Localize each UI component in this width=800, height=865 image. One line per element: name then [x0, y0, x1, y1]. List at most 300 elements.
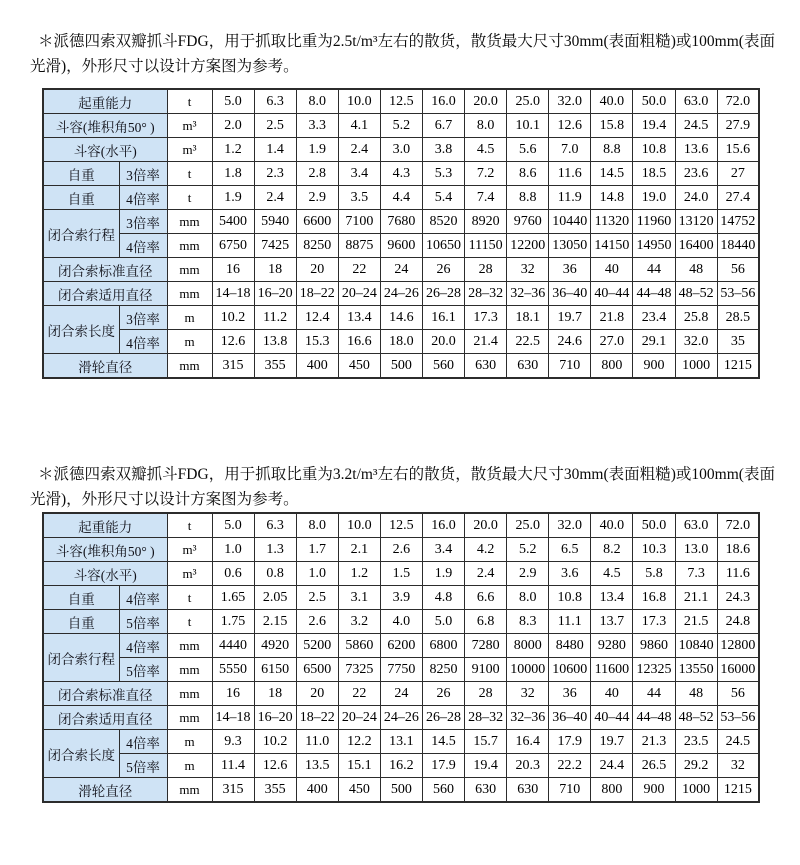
value-cell: 40–44 [591, 282, 633, 306]
value-cell: 18–22 [296, 706, 338, 730]
value-cell: 53–56 [717, 706, 759, 730]
value-cell: 11.1 [549, 610, 591, 634]
value-cell: 17.3 [465, 306, 507, 330]
value-cell: 23.6 [675, 162, 717, 186]
value-cell: 24.8 [717, 610, 759, 634]
value-cell: 5.2 [507, 538, 549, 562]
value-cell: 3.3 [296, 114, 338, 138]
value-cell: 21.8 [591, 306, 633, 330]
table-row [43, 306, 759, 330]
value-cell: 28 [465, 682, 507, 706]
value-cell: 4.5 [591, 562, 633, 586]
row-label: 闭合索适用直径 [43, 282, 167, 306]
value-cell: 18.6 [717, 538, 759, 562]
value-cell: 13550 [675, 658, 717, 682]
value-cell: 0.6 [212, 562, 254, 586]
value-cell: 10600 [549, 658, 591, 682]
value-cell: 28.5 [717, 306, 759, 330]
value-cell: 12.2 [338, 730, 380, 754]
spec-table-grab-2-5 [42, 88, 760, 379]
unit-cell: m [167, 730, 212, 754]
value-cell: 15.8 [591, 114, 633, 138]
value-cell: 9860 [633, 634, 675, 658]
value-cell: 3.5 [338, 186, 380, 210]
value-cell: 13.5 [296, 754, 338, 778]
value-cell: 6.5 [549, 538, 591, 562]
value-cell: 14752 [717, 210, 759, 234]
value-cell: 450 [338, 778, 380, 803]
value-cell: 710 [549, 778, 591, 803]
value-cell: 21.4 [465, 330, 507, 354]
value-cell: 450 [338, 354, 380, 379]
value-cell: 800 [591, 354, 633, 379]
value-cell: 13.0 [675, 538, 717, 562]
value-cell: 19.7 [549, 306, 591, 330]
value-cell: 15.3 [296, 330, 338, 354]
value-cell: 12800 [717, 634, 759, 658]
value-cell: 36 [549, 682, 591, 706]
value-cell: 32.0 [549, 513, 591, 538]
value-cell: 18440 [717, 234, 759, 258]
value-cell: 9600 [380, 234, 422, 258]
value-cell: 4.0 [380, 610, 422, 634]
value-cell: 19.0 [633, 186, 675, 210]
value-cell: 35 [717, 330, 759, 354]
value-cell: 32 [717, 754, 759, 778]
row-sublabel: 3倍率 [119, 162, 167, 186]
value-cell: 7.0 [549, 138, 591, 162]
value-cell: 24.5 [675, 114, 717, 138]
value-cell: 315 [212, 354, 254, 379]
value-cell: 25.0 [507, 513, 549, 538]
value-cell: 1.2 [212, 138, 254, 162]
value-cell: 12200 [507, 234, 549, 258]
value-cell: 2.6 [380, 538, 422, 562]
value-cell: 48 [675, 258, 717, 282]
value-cell: 315 [212, 778, 254, 803]
value-cell: 7425 [254, 234, 296, 258]
value-cell: 5.4 [422, 186, 464, 210]
value-cell: 16.0 [422, 513, 464, 538]
value-cell: 18–22 [296, 282, 338, 306]
value-cell: 3.9 [380, 586, 422, 610]
row-sublabel: 4倍率 [119, 234, 167, 258]
unit-cell: mm [167, 210, 212, 234]
value-cell: 10.1 [507, 114, 549, 138]
value-cell: 50.0 [633, 89, 675, 114]
unit-cell: t [167, 162, 212, 186]
value-cell: 6500 [296, 658, 338, 682]
value-cell: 6750 [212, 234, 254, 258]
value-cell: 5550 [212, 658, 254, 682]
value-cell: 20.0 [465, 89, 507, 114]
table-row [43, 210, 759, 234]
value-cell: 10.2 [212, 306, 254, 330]
value-cell: 3.4 [338, 162, 380, 186]
value-cell: 6600 [296, 210, 338, 234]
row-label: 滑轮直径 [43, 354, 167, 379]
row-label: 斗容(水平) [43, 138, 167, 162]
value-cell: 5.0 [212, 513, 254, 538]
row-label: 闭合索长度 [43, 730, 119, 778]
value-cell: 26.5 [633, 754, 675, 778]
value-cell: 4920 [254, 634, 296, 658]
value-cell: 11600 [591, 658, 633, 682]
value-cell: 14950 [633, 234, 675, 258]
value-cell: 27 [717, 162, 759, 186]
value-cell: 25.0 [507, 89, 549, 114]
value-cell: 40 [591, 682, 633, 706]
value-cell: 24.6 [549, 330, 591, 354]
row-label: 起重能力 [43, 89, 167, 114]
value-cell: 44 [633, 682, 675, 706]
value-cell: 56 [717, 682, 759, 706]
value-cell: 8.0 [296, 89, 338, 114]
value-cell: 3.2 [338, 610, 380, 634]
value-cell: 12.5 [380, 513, 422, 538]
value-cell: 13.6 [675, 138, 717, 162]
table-row [43, 258, 759, 282]
value-cell: 20–24 [338, 706, 380, 730]
value-cell: 24–26 [380, 706, 422, 730]
value-cell: 7750 [380, 658, 422, 682]
row-label: 自重 [43, 610, 119, 634]
row-label: 自重 [43, 186, 119, 210]
value-cell: 5400 [212, 210, 254, 234]
value-cell: 7325 [338, 658, 380, 682]
value-cell: 48–52 [675, 282, 717, 306]
table-row [43, 706, 759, 730]
value-cell: 1215 [717, 354, 759, 379]
unit-cell: mm [167, 282, 212, 306]
value-cell: 21.1 [675, 586, 717, 610]
value-cell: 500 [380, 354, 422, 379]
value-cell: 2.0 [212, 114, 254, 138]
unit-cell: m³ [167, 562, 212, 586]
value-cell: 1000 [675, 354, 717, 379]
value-cell: 12.4 [296, 306, 338, 330]
value-cell: 16–20 [254, 282, 296, 306]
value-cell: 11150 [465, 234, 507, 258]
value-cell: 5.3 [422, 162, 464, 186]
value-cell: 27.0 [591, 330, 633, 354]
row-sublabel: 4倍率 [119, 634, 167, 658]
table-row [43, 354, 759, 379]
intro-paragraph-grab-3-2: ＊派德四索双瓣抓斗FDG，用于抓取比重为3.2t/m³左右的散货，散货最大尺寸30mm(表面粗糙)或100mm(表面光滑)，外形尺寸以设计方案图为参考。 [30, 465, 775, 508]
value-cell: 15.7 [465, 730, 507, 754]
value-cell: 8.8 [591, 138, 633, 162]
row-label: 斗容(水平) [43, 562, 167, 586]
value-cell: 23.5 [675, 730, 717, 754]
value-cell: 630 [465, 354, 507, 379]
value-cell: 24 [380, 258, 422, 282]
value-cell: 24 [380, 682, 422, 706]
value-cell: 1.0 [296, 562, 338, 586]
value-cell: 500 [380, 778, 422, 803]
table-row [43, 538, 759, 562]
value-cell: 10440 [549, 210, 591, 234]
value-cell: 4.2 [465, 538, 507, 562]
value-cell: 13050 [549, 234, 591, 258]
row-label: 起重能力 [43, 513, 167, 538]
value-cell: 22.5 [507, 330, 549, 354]
value-cell: 16 [212, 258, 254, 282]
value-cell: 32 [507, 682, 549, 706]
value-cell: 2.9 [507, 562, 549, 586]
value-cell: 8250 [422, 658, 464, 682]
value-cell: 18.0 [380, 330, 422, 354]
table-row [43, 730, 759, 754]
value-cell: 9.3 [212, 730, 254, 754]
value-cell: 27.4 [717, 186, 759, 210]
table-row [43, 778, 759, 803]
value-cell: 19.4 [465, 754, 507, 778]
value-cell: 5.8 [633, 562, 675, 586]
unit-cell: m [167, 754, 212, 778]
value-cell: 400 [296, 778, 338, 803]
value-cell: 2.6 [296, 610, 338, 634]
unit-cell: mm [167, 706, 212, 730]
value-cell: 4.4 [380, 186, 422, 210]
value-cell: 0.8 [254, 562, 296, 586]
value-cell: 40.0 [591, 89, 633, 114]
value-cell: 15.6 [717, 138, 759, 162]
value-cell: 8250 [296, 234, 338, 258]
value-cell: 1.75 [212, 610, 254, 634]
value-cell: 24.4 [591, 754, 633, 778]
value-cell: 6.3 [254, 513, 296, 538]
value-cell: 5.6 [507, 138, 549, 162]
table-row [43, 562, 759, 586]
value-cell: 7.2 [465, 162, 507, 186]
value-cell: 21.3 [633, 730, 675, 754]
value-cell: 63.0 [675, 513, 717, 538]
value-cell: 10650 [422, 234, 464, 258]
value-cell: 1.7 [296, 538, 338, 562]
table-row [43, 330, 759, 354]
value-cell: 5.0 [212, 89, 254, 114]
value-cell: 11.6 [717, 562, 759, 586]
value-cell: 18.1 [507, 306, 549, 330]
value-cell: 17.9 [422, 754, 464, 778]
value-cell: 11.2 [254, 306, 296, 330]
value-cell: 20 [296, 258, 338, 282]
value-cell: 3.1 [338, 586, 380, 610]
value-cell: 26–28 [422, 282, 464, 306]
value-cell: 36 [549, 258, 591, 282]
value-cell: 1.2 [338, 562, 380, 586]
table-row [43, 186, 759, 210]
row-sublabel: 4倍率 [119, 730, 167, 754]
value-cell: 13.4 [338, 306, 380, 330]
value-cell: 4.8 [422, 586, 464, 610]
value-cell: 1.9 [422, 562, 464, 586]
value-cell: 7280 [465, 634, 507, 658]
value-cell: 29.2 [675, 754, 717, 778]
value-cell: 32–36 [507, 282, 549, 306]
spec-table-grab-3-2 [42, 512, 760, 803]
value-cell: 6.7 [422, 114, 464, 138]
value-cell: 26–28 [422, 706, 464, 730]
value-cell: 7680 [380, 210, 422, 234]
value-cell: 6.6 [465, 586, 507, 610]
value-cell: 16.6 [338, 330, 380, 354]
value-cell: 56 [717, 258, 759, 282]
unit-cell: m³ [167, 114, 212, 138]
value-cell: 13.7 [591, 610, 633, 634]
value-cell: 1.9 [296, 138, 338, 162]
value-cell: 32–36 [507, 706, 549, 730]
value-cell: 8875 [338, 234, 380, 258]
value-cell: 12.6 [212, 330, 254, 354]
value-cell: 32.0 [549, 89, 591, 114]
value-cell: 2.3 [254, 162, 296, 186]
value-cell: 20.3 [507, 754, 549, 778]
value-cell: 14–18 [212, 706, 254, 730]
value-cell: 24.0 [675, 186, 717, 210]
value-cell: 24–26 [380, 282, 422, 306]
row-label: 闭合索长度 [43, 306, 119, 354]
value-cell: 3.6 [549, 562, 591, 586]
value-cell: 2.1 [338, 538, 380, 562]
value-cell: 28–32 [465, 706, 507, 730]
unit-cell: m [167, 306, 212, 330]
value-cell: 2.4 [338, 138, 380, 162]
value-cell: 10.2 [254, 730, 296, 754]
value-cell: 9760 [507, 210, 549, 234]
value-cell: 16.8 [633, 586, 675, 610]
value-cell: 5.0 [422, 610, 464, 634]
value-cell: 20 [296, 682, 338, 706]
value-cell: 21.5 [675, 610, 717, 634]
value-cell: 1215 [717, 778, 759, 803]
value-cell: 20–24 [338, 282, 380, 306]
unit-cell: t [167, 89, 212, 114]
table-row [43, 513, 759, 538]
row-label: 闭合索标准直径 [43, 258, 167, 282]
value-cell: 8480 [549, 634, 591, 658]
value-cell: 29.1 [633, 330, 675, 354]
value-cell: 10000 [507, 658, 549, 682]
value-cell: 2.4 [254, 186, 296, 210]
value-cell: 17.3 [633, 610, 675, 634]
value-cell: 44 [633, 258, 675, 282]
row-label: 闭合索适用直径 [43, 706, 167, 730]
table-row [43, 114, 759, 138]
value-cell: 3.8 [422, 138, 464, 162]
value-cell: 48 [675, 682, 717, 706]
value-cell: 7.4 [465, 186, 507, 210]
row-label: 闭合索标准直径 [43, 682, 167, 706]
value-cell: 16 [212, 682, 254, 706]
value-cell: 16400 [675, 234, 717, 258]
value-cell: 10840 [675, 634, 717, 658]
value-cell: 8.0 [465, 114, 507, 138]
row-label: 闭合索行程 [43, 210, 119, 258]
value-cell: 2.5 [254, 114, 296, 138]
value-cell: 11.9 [549, 186, 591, 210]
table-row [43, 610, 759, 634]
value-cell: 1.0 [212, 538, 254, 562]
value-cell: 12.5 [380, 89, 422, 114]
value-cell: 7.3 [675, 562, 717, 586]
value-cell: 7100 [338, 210, 380, 234]
table-row [43, 138, 759, 162]
value-cell: 1.9 [212, 186, 254, 210]
value-cell: 32 [507, 258, 549, 282]
value-cell: 19.7 [591, 730, 633, 754]
value-cell: 14.8 [591, 186, 633, 210]
value-cell: 26 [422, 258, 464, 282]
table-row [43, 682, 759, 706]
value-cell: 6200 [380, 634, 422, 658]
value-cell: 22 [338, 258, 380, 282]
value-cell: 13.1 [380, 730, 422, 754]
unit-cell: t [167, 186, 212, 210]
value-cell: 13.8 [254, 330, 296, 354]
value-cell: 72.0 [717, 89, 759, 114]
value-cell: 36–40 [549, 706, 591, 730]
value-cell: 8.3 [507, 610, 549, 634]
value-cell: 1.4 [254, 138, 296, 162]
value-cell: 3.0 [380, 138, 422, 162]
value-cell: 5.2 [380, 114, 422, 138]
value-cell: 11.4 [212, 754, 254, 778]
value-cell: 40–44 [591, 706, 633, 730]
value-cell: 28 [465, 258, 507, 282]
table-row [43, 234, 759, 258]
value-cell: 560 [422, 354, 464, 379]
value-cell: 2.5 [296, 586, 338, 610]
value-cell: 11960 [633, 210, 675, 234]
row-sublabel: 5倍率 [119, 658, 167, 682]
value-cell: 36–40 [549, 282, 591, 306]
value-cell: 400 [296, 354, 338, 379]
value-cell: 11.0 [296, 730, 338, 754]
value-cell: 16000 [717, 658, 759, 682]
unit-cell: t [167, 586, 212, 610]
unit-cell: t [167, 610, 212, 634]
unit-cell: mm [167, 658, 212, 682]
value-cell: 2.05 [254, 586, 296, 610]
value-cell: 800 [591, 778, 633, 803]
table-row [43, 634, 759, 658]
value-cell: 12.6 [549, 114, 591, 138]
value-cell: 18 [254, 258, 296, 282]
table-row [43, 162, 759, 186]
value-cell: 10.0 [338, 513, 380, 538]
value-cell: 630 [465, 778, 507, 803]
value-cell: 4.3 [380, 162, 422, 186]
value-cell: 6.3 [254, 89, 296, 114]
table-row [43, 754, 759, 778]
value-cell: 16–20 [254, 706, 296, 730]
value-cell: 2.15 [254, 610, 296, 634]
table-row [43, 89, 759, 114]
value-cell: 355 [254, 778, 296, 803]
row-sublabel: 3倍率 [119, 210, 167, 234]
value-cell: 4440 [212, 634, 254, 658]
value-cell: 24.5 [717, 730, 759, 754]
row-sublabel: 3倍率 [119, 306, 167, 330]
value-cell: 8.8 [507, 186, 549, 210]
value-cell: 4.5 [465, 138, 507, 162]
unit-cell: t [167, 513, 212, 538]
value-cell: 14150 [591, 234, 633, 258]
unit-cell: mm [167, 354, 212, 379]
value-cell: 630 [507, 778, 549, 803]
value-cell: 40 [591, 258, 633, 282]
